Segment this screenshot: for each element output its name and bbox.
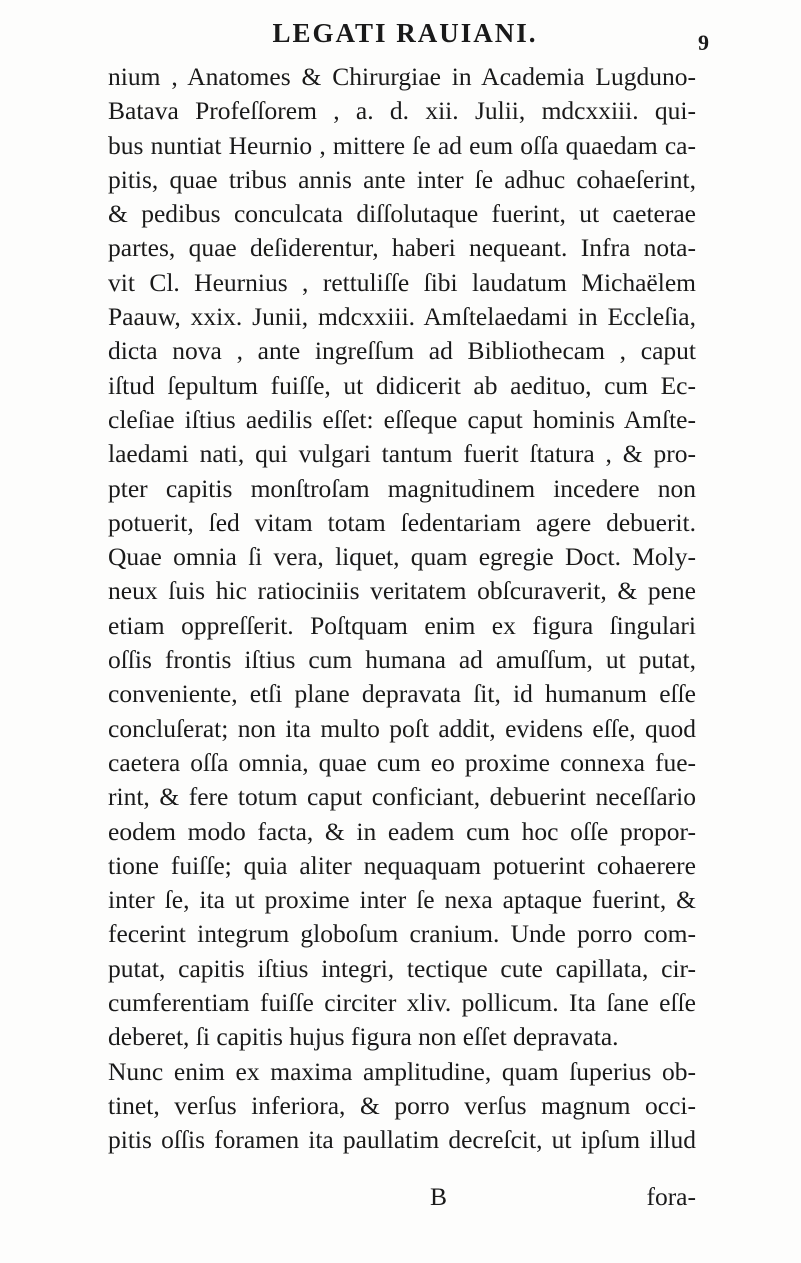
text-line: tinet, verſus inferiora, & porro verſus magnum occi- — [108, 1090, 696, 1120]
text-line: putat, capitis iſtius integri, tectique cute capillata, cir- — [108, 953, 696, 983]
text-line: neux ſuis hic ratiociniis veritatem obſcuraverit, & pene — [108, 576, 696, 606]
text-line: vit Cl. Heurnius , rettuliſſe ſibi laudatum Michaëlem — [108, 267, 696, 297]
text-line: Quae omnia ſi vera, liquet, quam egregie Doct. Moly- — [108, 542, 696, 572]
text-line: Nunc enim ex maxima amplitudine, quam ſuperius ob- — [108, 1056, 696, 1086]
text-line: Batava Profeſſorem , a. d. xii. Julii, mdcxxiii. qui- — [108, 96, 696, 126]
text-line: potuerit, ſed vitam totam ſedentariam agere debuerit. — [108, 507, 696, 537]
text-line: & pedibus conculcata diſſolutaque fuerint, ut caeterae — [108, 199, 696, 229]
text-line: dicta nova , ante ingreſſum ad Bibliothecam , caput — [108, 336, 696, 366]
text-line: bus nuntiat Heurnio , mittere ſe ad eum oſſa quaedam ca- — [108, 130, 696, 160]
catchword: fora- — [646, 1182, 696, 1211]
text-line: pitis oſſis foramen ita paullatim decreſcit, ut ipſum illud — [108, 1125, 696, 1155]
text-line: oſſis frontis iſtius cum humana ad amuſſum, ut putat, — [108, 645, 696, 675]
text-line: pitis, quae tribus annis ante inter ſe adhuc cohaeſerint, — [108, 164, 696, 194]
text-line: concluſerat; non ita multo poſt addit, evidens eſſe, quod — [108, 713, 696, 743]
running-title: LEGATI RAUIANI. — [272, 18, 538, 48]
page-number: 9 — [698, 30, 709, 55]
text-line: deberet, ſi capitis hujus figura non eſſet depravata. — [108, 1022, 619, 1052]
text-line: laedami nati, qui vulgari tantum fuerit ſtatura , & pro- — [108, 439, 696, 469]
text-line: nium , Anatomes & Chirurgiae in Academia Lugduno- — [108, 62, 696, 91]
signature-mark: B — [430, 1182, 448, 1211]
text-line: etiam oppreſſerit. Poſtquam enim ex figura ſingulari — [108, 610, 696, 640]
text-line: Paauw, xxix. Junii, mdcxxiii. Amſtelaedami in Eccleſia, — [108, 302, 696, 332]
body-text — [108, 60, 696, 1158]
text-line: pter capitis monſtroſam magnitudinem incedere non — [108, 473, 696, 503]
text-line: inter ſe, ita ut proxime inter ſe nexa aptaque fuerint, & — [108, 885, 696, 915]
page-footer — [108, 1180, 696, 1214]
text-line: tione fuiſſe; quia aliter nequaquam potuerint cohaerere — [108, 850, 696, 880]
text-line: rint, & fere totum caput conficiant, debuerint neceſſario — [108, 782, 696, 812]
text-line: partes, quae deſiderentur, haberi nequeant. Infra nota- — [108, 233, 696, 263]
text-line: eodem modo facta, & in eadem cum hoc oſſe propor- — [108, 816, 696, 846]
text-line: cleſiae iſtius aedilis eſſet: eſſeque caput hominis Amſte- — [108, 404, 696, 434]
text-line: iſtud ſepultum fuiſſe, ut didicerit ab aedituo, cum Ec- — [108, 370, 696, 400]
text-line: fecerint integrum globoſum cranium. Unde porro com- — [108, 919, 696, 949]
text-line: conveniente, etſi plane depravata ſit, id humanum eſſe — [108, 679, 696, 709]
text-line: cumferentiam fuiſſe circiter xliv. pollicum. Ita ſane eſſe — [108, 988, 696, 1018]
text-line: caetera oſſa omnia, quae cum eo proxime connexa fue- — [108, 747, 696, 777]
